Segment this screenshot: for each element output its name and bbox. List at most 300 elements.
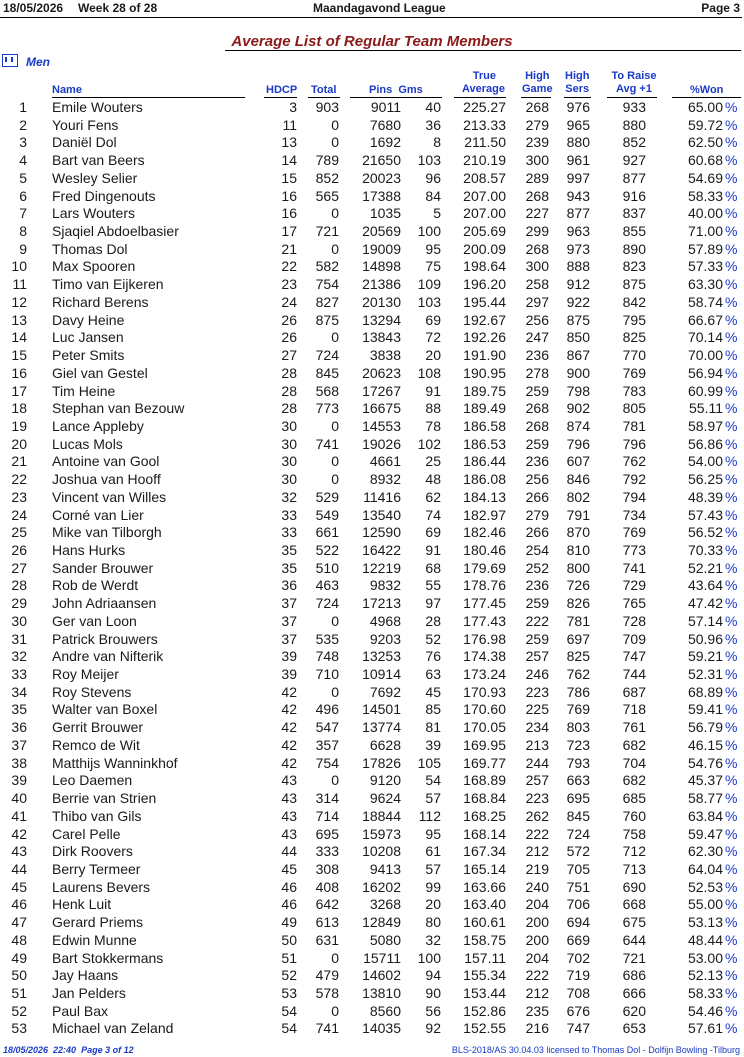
percent-sign: % bbox=[725, 293, 738, 310]
hdcp-cell: 46 bbox=[281, 878, 297, 895]
table-row bbox=[0, 418, 744, 436]
player-name-cell: Berry Termeer bbox=[52, 860, 141, 877]
table-row bbox=[0, 666, 744, 684]
rank-cell: 48 bbox=[11, 931, 27, 948]
high-game-cell: 200 bbox=[525, 914, 549, 931]
section-label: Men bbox=[26, 55, 50, 69]
percent-sign: % bbox=[725, 329, 738, 346]
won-percent-cell: 57.33 bbox=[687, 258, 723, 275]
pins-cell: 14553 bbox=[362, 417, 401, 434]
high-series-cell: 900 bbox=[566, 364, 590, 381]
games-cell: 36 bbox=[425, 116, 441, 133]
col-to-raise bbox=[609, 70, 659, 96]
percent-sign: % bbox=[725, 914, 738, 931]
won-percent-cell: 40.00 bbox=[687, 205, 723, 222]
true-average-cell: 155.34 bbox=[463, 967, 506, 984]
true-average-cell: 195.44 bbox=[463, 293, 506, 310]
player-name-cell: Andre van Nifterik bbox=[52, 648, 164, 665]
total-cell: 754 bbox=[315, 276, 339, 293]
rank-cell: 26 bbox=[11, 542, 27, 558]
games-cell: 105 bbox=[417, 754, 441, 771]
to-raise-cell: 728 bbox=[622, 612, 646, 629]
total-cell: 724 bbox=[315, 595, 339, 612]
percent-sign: % bbox=[725, 967, 738, 984]
total-cell: 522 bbox=[315, 542, 339, 558]
hdcp-cell: 3 bbox=[289, 99, 297, 115]
high-series-cell: 663 bbox=[566, 772, 590, 789]
table-row bbox=[0, 595, 744, 613]
high-game-cell: 236 bbox=[525, 577, 549, 594]
table-row bbox=[0, 471, 744, 489]
table-row bbox=[0, 170, 744, 188]
col-total: Total bbox=[311, 84, 337, 96]
won-percent-cell: 56.25 bbox=[687, 471, 723, 488]
games-cell: 94 bbox=[425, 967, 441, 984]
high-game-cell: 278 bbox=[525, 364, 549, 381]
games-cell: 99 bbox=[425, 878, 441, 895]
true-average-cell: 192.67 bbox=[463, 311, 506, 328]
hdcp-cell: 42 bbox=[281, 683, 297, 700]
games-cell: 25 bbox=[425, 453, 441, 470]
table-row bbox=[0, 329, 744, 347]
games-cell: 90 bbox=[425, 985, 441, 1001]
true-average-cell: 207.00 bbox=[463, 187, 506, 204]
table-row bbox=[0, 205, 744, 223]
high-game-cell: 257 bbox=[525, 772, 549, 789]
hdcp-cell: 46 bbox=[281, 896, 297, 913]
player-name-cell: Carel Pelle bbox=[52, 825, 121, 842]
percent-sign: % bbox=[725, 99, 738, 115]
hdcp-cell: 22 bbox=[281, 258, 297, 275]
pins-cell: 12590 bbox=[362, 524, 401, 541]
rank-cell: 42 bbox=[11, 825, 27, 842]
percent-sign: % bbox=[725, 134, 738, 151]
total-cell: 789 bbox=[315, 152, 339, 169]
col-name: Name bbox=[52, 84, 82, 96]
high-game-cell: 235 bbox=[525, 1002, 549, 1019]
true-average-cell: 205.69 bbox=[463, 223, 506, 240]
section-men bbox=[2, 54, 50, 69]
rank-cell: 40 bbox=[11, 790, 27, 807]
rank-cell: 2 bbox=[19, 116, 27, 133]
games-cell: 92 bbox=[425, 1020, 441, 1037]
player-name-cell: Lance Appleby bbox=[52, 417, 144, 434]
player-name-cell: Davy Heine bbox=[52, 311, 125, 328]
pins-cell: 12849 bbox=[362, 914, 401, 931]
col-hs-line1: High bbox=[565, 70, 590, 82]
table-row bbox=[0, 400, 744, 418]
games-cell: 39 bbox=[425, 736, 441, 753]
table-row bbox=[0, 719, 744, 737]
games-cell: 57 bbox=[425, 790, 441, 807]
percent-sign: % bbox=[725, 542, 738, 558]
games-cell: 52 bbox=[425, 630, 441, 647]
percent-sign: % bbox=[725, 931, 738, 948]
player-name-cell: Gerrit Brouwer bbox=[52, 719, 144, 736]
pins-cell: 15973 bbox=[362, 825, 401, 842]
won-percent-cell: 56.52 bbox=[687, 524, 723, 541]
to-raise-cell: 880 bbox=[622, 116, 646, 133]
total-cell: 845 bbox=[315, 364, 339, 381]
high-game-cell: 204 bbox=[525, 896, 549, 913]
true-average-cell: 170.05 bbox=[463, 719, 506, 736]
won-percent-cell: 48.39 bbox=[687, 488, 723, 505]
pins-cell: 4968 bbox=[369, 612, 401, 629]
report-title: Average List of Regular Team Members bbox=[231, 33, 513, 50]
percent-sign: % bbox=[725, 754, 738, 771]
total-cell: 333 bbox=[315, 843, 339, 860]
col-hg-line1: High bbox=[525, 70, 550, 82]
player-name-cell: Stephan van Bezouw bbox=[52, 400, 185, 417]
title-underline bbox=[225, 50, 741, 51]
rank-cell: 19 bbox=[11, 417, 27, 434]
hdcp-cell: 37 bbox=[281, 595, 297, 612]
player-name-cell: Henk Luit bbox=[52, 896, 112, 913]
true-average-cell: 182.97 bbox=[463, 506, 506, 523]
table-row bbox=[0, 117, 744, 135]
pins-underline bbox=[350, 97, 442, 98]
hdcp-underline bbox=[264, 97, 297, 98]
pins-cell: 5080 bbox=[369, 931, 401, 948]
rank-cell: 39 bbox=[11, 772, 27, 789]
total-cell: 565 bbox=[315, 187, 339, 204]
table-row bbox=[0, 1020, 744, 1038]
table-row bbox=[0, 684, 744, 702]
high-series-cell: 694 bbox=[566, 914, 590, 931]
col-hs-line2: Sers bbox=[565, 83, 590, 95]
games-cell: 8 bbox=[433, 134, 441, 151]
pins-cell: 11416 bbox=[363, 488, 401, 505]
to-raise-cell: 794 bbox=[622, 488, 646, 505]
won-percent-cell: 66.67 bbox=[687, 311, 723, 328]
pins-cell: 13540 bbox=[362, 506, 401, 523]
high-game-cell: 222 bbox=[525, 825, 549, 842]
player-name-cell: Peter Smits bbox=[52, 347, 125, 364]
to-raise-cell: 855 bbox=[622, 223, 646, 240]
high-game-cell: 268 bbox=[525, 187, 549, 204]
player-name-cell: Daniël Dol bbox=[52, 134, 117, 151]
won-percent-cell: 57.89 bbox=[687, 240, 723, 257]
high-game-cell: 244 bbox=[525, 754, 549, 771]
pins-cell: 3268 bbox=[369, 896, 401, 913]
to-raise-cell: 718 bbox=[622, 701, 646, 718]
hdcp-cell: 54 bbox=[281, 1002, 297, 1019]
games-cell: 62 bbox=[425, 488, 441, 505]
won-percent-cell: 70.14 bbox=[687, 329, 723, 346]
to-raise-cell: 927 bbox=[622, 152, 646, 169]
pins-cell: 12219 bbox=[362, 559, 401, 576]
percent-sign: % bbox=[725, 240, 738, 257]
hdcp-cell: 13 bbox=[281, 134, 297, 151]
pins-cell: 14602 bbox=[362, 967, 401, 984]
games-cell: 40 bbox=[425, 99, 441, 115]
won-percent-cell: 60.99 bbox=[687, 382, 723, 399]
total-cell: 721 bbox=[315, 223, 339, 240]
player-name-cell: Bart van Beers bbox=[52, 152, 145, 169]
percent-sign: % bbox=[725, 400, 738, 417]
player-name-cell: Michael van Zeland bbox=[52, 1020, 174, 1037]
hdcp-cell: 42 bbox=[281, 736, 297, 753]
player-name-cell: Thomas Dol bbox=[52, 240, 128, 257]
player-name-cell: Corné van Lier bbox=[52, 506, 144, 523]
hdcp-cell: 30 bbox=[281, 435, 297, 452]
games-cell: 63 bbox=[425, 666, 441, 683]
games-cell: 97 bbox=[425, 595, 441, 612]
high-series-cell: 697 bbox=[566, 630, 590, 647]
true-average-cell: 168.89 bbox=[463, 772, 506, 789]
total-cell: 479 bbox=[315, 967, 339, 984]
won-percent-cell: 64.04 bbox=[687, 860, 723, 877]
won-percent-cell: 52.21 bbox=[687, 559, 723, 576]
rank-cell: 7 bbox=[19, 205, 27, 222]
to-raise-cell: 686 bbox=[622, 967, 646, 984]
player-name-cell: Sjaqiel Abdoelbasier bbox=[52, 223, 179, 240]
percent-sign: % bbox=[725, 258, 738, 275]
rank-cell: 4 bbox=[19, 152, 27, 169]
total-cell: 408 bbox=[315, 878, 339, 895]
pins-cell: 6628 bbox=[369, 736, 401, 753]
to-raise-cell: 666 bbox=[622, 985, 646, 1001]
high-game-cell: 212 bbox=[525, 985, 549, 1001]
true-average-cell: 168.84 bbox=[463, 790, 506, 807]
high-game-cell: 268 bbox=[525, 417, 549, 434]
hdcp-cell: 44 bbox=[281, 843, 297, 860]
rank-cell: 33 bbox=[11, 666, 27, 683]
games-cell: 95 bbox=[425, 825, 441, 842]
hdcp-cell: 35 bbox=[281, 559, 297, 576]
rank-cell: 49 bbox=[11, 949, 27, 966]
high-game-cell: 222 bbox=[525, 967, 549, 984]
percent-sign: % bbox=[725, 701, 738, 718]
percent-sign: % bbox=[725, 471, 738, 488]
tr-underline bbox=[607, 97, 657, 98]
high-series-cell: 943 bbox=[566, 187, 590, 204]
won-percent-cell: 54.46 bbox=[687, 1002, 723, 1019]
high-game-cell: 246 bbox=[525, 666, 549, 683]
rank-cell: 31 bbox=[11, 630, 27, 647]
player-name-cell: Joshua van Hooff bbox=[52, 471, 161, 488]
table-row bbox=[0, 560, 744, 578]
true-average-cell: 186.08 bbox=[463, 471, 506, 488]
footer-license: BLS-2018/AS 30.04.03 licensed to Thomas Dol - Dolfijn Bowling -Tilburg bbox=[451, 1045, 740, 1055]
table-row bbox=[0, 347, 744, 365]
rank-cell: 1 bbox=[19, 99, 27, 115]
high-series-cell: 793 bbox=[566, 754, 590, 771]
percent-sign: % bbox=[725, 985, 738, 1001]
high-game-cell: 219 bbox=[525, 860, 549, 877]
won-percent-cell: 71.00 bbox=[687, 223, 723, 240]
total-cell: 613 bbox=[315, 914, 339, 931]
total-cell: 463 bbox=[315, 577, 339, 594]
table-row bbox=[0, 542, 744, 560]
won-percent-cell: 43.64 bbox=[687, 577, 723, 594]
true-average-cell: 174.38 bbox=[463, 648, 506, 665]
percent-sign: % bbox=[725, 453, 738, 470]
pins-cell: 16422 bbox=[362, 542, 401, 558]
high-game-cell: 259 bbox=[525, 382, 549, 399]
rank-cell: 8 bbox=[19, 223, 27, 240]
total-cell: 661 bbox=[315, 524, 339, 541]
table-row bbox=[0, 241, 744, 259]
true-average-cell: 180.46 bbox=[463, 542, 506, 558]
true-average-cell: 196.20 bbox=[463, 276, 506, 293]
high-game-cell: 216 bbox=[525, 1020, 549, 1037]
percent-sign: % bbox=[725, 205, 738, 222]
true-average-cell: 152.86 bbox=[463, 1002, 506, 1019]
true-average-cell: 225.27 bbox=[463, 99, 506, 115]
won-percent-cell: 55.00 bbox=[687, 896, 723, 913]
table-row bbox=[0, 524, 744, 542]
col-pins-gms: Pins Gms bbox=[369, 84, 423, 96]
total-cell: 0 bbox=[331, 240, 339, 257]
percent-sign: % bbox=[725, 807, 738, 824]
to-raise-cell: 890 bbox=[622, 240, 646, 257]
total-cell: 496 bbox=[315, 701, 339, 718]
hdcp-cell: 30 bbox=[281, 453, 297, 470]
to-raise-cell: 842 bbox=[622, 293, 646, 310]
hdcp-cell: 45 bbox=[281, 860, 297, 877]
table-row bbox=[0, 737, 744, 755]
to-raise-cell: 852 bbox=[622, 134, 646, 151]
to-raise-cell: 783 bbox=[622, 382, 646, 399]
pins-cell: 9011 bbox=[370, 99, 401, 115]
hdcp-cell: 43 bbox=[281, 825, 297, 842]
to-raise-cell: 770 bbox=[622, 347, 646, 364]
true-average-cell: 208.57 bbox=[463, 169, 506, 186]
total-cell: 535 bbox=[315, 630, 339, 647]
percent-sign: % bbox=[725, 364, 738, 381]
total-cell: 0 bbox=[331, 471, 339, 488]
rank-cell: 44 bbox=[11, 860, 27, 877]
high-series-cell: 888 bbox=[566, 258, 590, 275]
pins-cell: 8560 bbox=[369, 1002, 401, 1019]
table-row bbox=[0, 701, 744, 719]
high-series-cell: 846 bbox=[566, 471, 590, 488]
won-percent-cell: 45.37 bbox=[687, 772, 723, 789]
true-average-cell: 186.58 bbox=[463, 417, 506, 434]
col-true-line2: Average bbox=[461, 83, 505, 95]
high-series-cell: 796 bbox=[566, 435, 590, 452]
table-row bbox=[0, 188, 744, 206]
to-raise-cell: 675 bbox=[622, 914, 646, 931]
to-raise-cell: 668 bbox=[622, 896, 646, 913]
true-average-cell: 182.46 bbox=[463, 524, 506, 541]
high-game-cell: 254 bbox=[525, 542, 549, 558]
high-game-cell: 268 bbox=[525, 400, 549, 417]
percent-sign: % bbox=[725, 169, 738, 186]
to-raise-cell: 877 bbox=[622, 169, 646, 186]
games-cell: 74 bbox=[425, 506, 441, 523]
won-percent-cell: 46.15 bbox=[687, 736, 723, 753]
games-cell: 103 bbox=[417, 152, 441, 169]
rank-cell: 22 bbox=[11, 471, 27, 488]
pins-cell: 17388 bbox=[362, 187, 401, 204]
to-raise-cell: 744 bbox=[622, 666, 646, 683]
high-series-cell: 870 bbox=[566, 524, 590, 541]
player-name-cell: Remco de Wit bbox=[52, 736, 140, 753]
games-cell: 56 bbox=[425, 1002, 441, 1019]
total-cell: 308 bbox=[315, 860, 339, 877]
rank-cell: 5 bbox=[19, 169, 27, 186]
percent-sign: % bbox=[725, 577, 738, 594]
true-average-cell: 163.40 bbox=[463, 896, 506, 913]
high-series-cell: 965 bbox=[566, 116, 590, 133]
high-game-cell: 223 bbox=[525, 790, 549, 807]
games-cell: 81 bbox=[425, 719, 441, 736]
hdcp-cell: 43 bbox=[281, 790, 297, 807]
won-percent-cell: 53.00 bbox=[687, 949, 723, 966]
pins-cell: 9832 bbox=[369, 577, 401, 594]
table-row bbox=[0, 365, 744, 383]
to-raise-cell: 758 bbox=[622, 825, 646, 842]
high-series-cell: 802 bbox=[566, 488, 590, 505]
high-series-cell: 867 bbox=[566, 347, 590, 364]
table-row bbox=[0, 294, 744, 312]
table-row bbox=[0, 967, 744, 985]
high-game-cell: 227 bbox=[525, 205, 549, 222]
hdcp-cell: 16 bbox=[281, 205, 297, 222]
percent-sign: % bbox=[725, 666, 738, 683]
table-row bbox=[0, 772, 744, 790]
won-percent-cell: 52.31 bbox=[687, 666, 723, 683]
won-percent-cell: 59.72 bbox=[687, 116, 723, 133]
total-cell: 0 bbox=[331, 417, 339, 434]
won-percent-cell: 48.44 bbox=[687, 931, 723, 948]
rank-cell: 29 bbox=[11, 595, 27, 612]
high-series-cell: 874 bbox=[566, 417, 590, 434]
high-series-cell: 786 bbox=[566, 683, 590, 700]
player-name-cell: Vincent van Willes bbox=[52, 488, 167, 505]
hdcp-cell: 39 bbox=[281, 648, 297, 665]
true-average-cell: 153.44 bbox=[463, 985, 506, 1001]
high-game-cell: 262 bbox=[525, 807, 549, 824]
player-name-cell: Jay Haans bbox=[52, 967, 119, 984]
pins-cell: 7692 bbox=[369, 683, 401, 700]
team-icon bbox=[2, 54, 18, 67]
hdcp-cell: 28 bbox=[281, 400, 297, 417]
high-game-cell: 222 bbox=[525, 612, 549, 629]
total-cell: 0 bbox=[331, 772, 339, 789]
won-percent-cell: 55.11 bbox=[689, 400, 723, 417]
player-name-cell: Patrick Brouwers bbox=[52, 630, 158, 647]
player-name-cell: Roy Stevens bbox=[52, 683, 132, 700]
total-cell: 582 bbox=[315, 258, 339, 275]
rank-cell: 11 bbox=[12, 276, 27, 293]
rank-cell: 16 bbox=[11, 364, 27, 381]
report-date: 18/05/2026 bbox=[3, 1, 64, 15]
table-row bbox=[0, 258, 744, 276]
to-raise-cell: 773 bbox=[622, 542, 646, 558]
total-cell: 0 bbox=[331, 1002, 339, 1019]
rank-cell: 52 bbox=[11, 1002, 27, 1019]
hdcp-cell: 42 bbox=[281, 754, 297, 771]
total-cell: 773 bbox=[315, 400, 339, 417]
true-average-cell: 152.55 bbox=[463, 1020, 506, 1037]
pins-cell: 14035 bbox=[362, 1020, 401, 1037]
table-row bbox=[0, 134, 744, 152]
won-percent-cell: 58.33 bbox=[687, 985, 723, 1001]
high-series-cell: 572 bbox=[566, 843, 590, 860]
won-percent-cell: 58.97 bbox=[687, 417, 723, 434]
player-name-cell: Leo Daemen bbox=[52, 772, 133, 789]
games-cell: 76 bbox=[425, 648, 441, 665]
rank-cell: 25 bbox=[11, 524, 27, 541]
pins-cell: 10208 bbox=[362, 843, 401, 860]
report-header bbox=[0, 0, 744, 16]
percent-sign: % bbox=[725, 116, 738, 133]
player-name-cell: Rob de Werdt bbox=[52, 577, 139, 594]
won-percent-cell: 57.14 bbox=[687, 612, 723, 629]
